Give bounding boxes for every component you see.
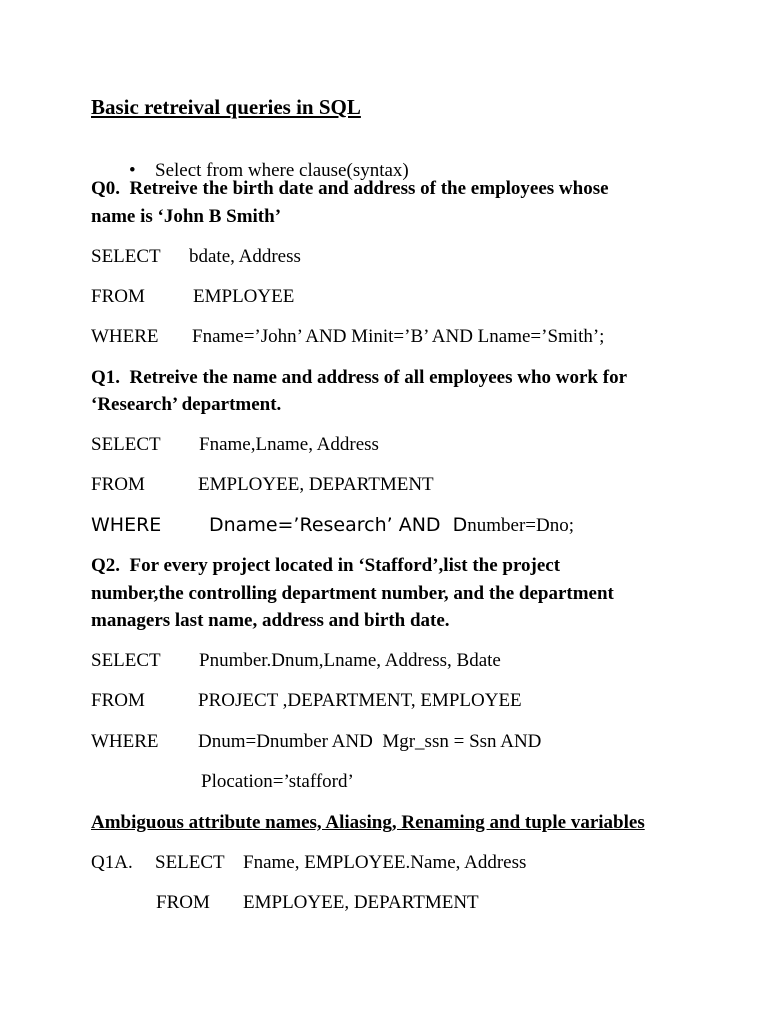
q1-question-line-1: Q1. Retreive the name and address of all employees who work for: [91, 367, 627, 388]
q2-question-line-2: number,the controlling department number, and the department: [91, 583, 614, 604]
q1-select-keyword: SELECT: [91, 434, 161, 455]
q2-question-line-3: managers last name, address and birth date.: [91, 610, 450, 631]
q0-select-keyword: SELECT: [91, 246, 161, 267]
q2-where-continuation: Plocation=’stafford’: [201, 771, 354, 792]
q1-question-line-2: ‘Research’ department.: [91, 394, 282, 415]
q1a-select-value: Fname, EMPLOYEE.Name, Address: [243, 852, 527, 873]
q2-where-keyword: WHERE: [91, 731, 159, 752]
q2-select-keyword: SELECT: [91, 650, 161, 671]
section-heading: Ambiguous attribute names, Aliasing, Renaming and tuple variables: [91, 812, 645, 833]
q1a-from-value: EMPLOYEE, DEPARTMENT: [243, 892, 479, 913]
q2-select-value: Pnumber.Dnum,Lname, Address, Bdate: [199, 650, 501, 671]
q2-question-line-1: Q2. For every project located in ‘Stafford’,list the project: [91, 555, 561, 576]
q1a-from-keyword: FROM: [156, 892, 210, 913]
q1-where-value-part-a: Dname=’Research’ AND D: [209, 514, 468, 536]
q1-select-value: Fname,Lname, Address: [199, 434, 379, 455]
q0-where-value: Fname=’John’ AND Minit=’B’ AND Lname=’Smith’;: [192, 326, 605, 347]
q1-where-value-part-b: number=Dno;: [467, 515, 575, 536]
bullet-icon: •: [129, 160, 136, 181]
q0-from-value: EMPLOYEE: [193, 286, 295, 307]
q2-where-value: Dnum=Dnumber AND Mgr_ssn = Ssn AND: [198, 731, 542, 752]
q0-question-line-2: name is ‘John B Smith’: [91, 206, 282, 227]
q0-question-line-1: Q0. Retreive the birth date and address of the employees whose: [91, 178, 609, 199]
q2-from-keyword: FROM: [91, 690, 145, 711]
bullet-text: Select from where clause(syntax): [155, 160, 409, 181]
q1a-select-keyword: SELECT: [155, 852, 225, 873]
q1-from-value: EMPLOYEE, DEPARTMENT: [198, 474, 434, 495]
page-title: Basic retreival queries in SQL: [91, 95, 361, 119]
q1-where-keyword: WHERE: [91, 514, 162, 536]
q1-where-value: [209, 514, 574, 537]
q2-from-value: PROJECT ,DEPARTMENT, EMPLOYEE: [198, 690, 522, 711]
q0-select-value: bdate, Address: [189, 246, 301, 267]
q0-from-keyword: FROM: [91, 286, 145, 307]
q0-where-keyword: WHERE: [91, 326, 159, 347]
q1-from-keyword: FROM: [91, 474, 145, 495]
q1a-label: Q1A.: [91, 852, 133, 873]
